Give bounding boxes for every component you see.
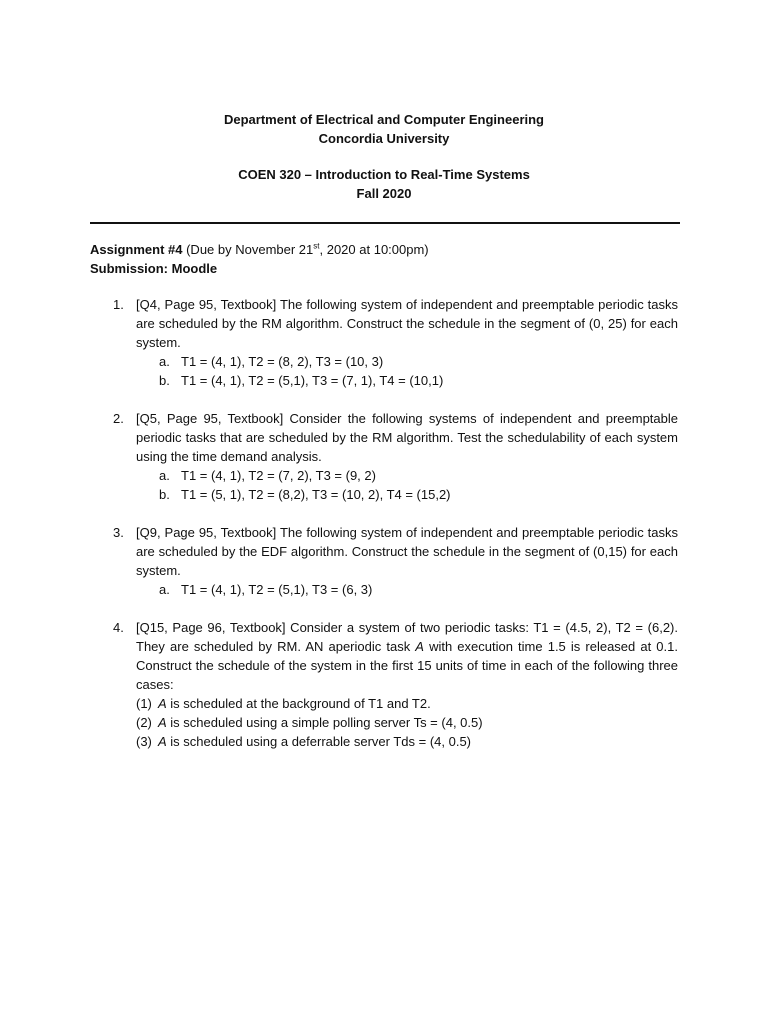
due-prefix: (Due by November 21 — [182, 242, 314, 257]
item-label: b. — [159, 487, 170, 502]
submission-line: Submission: Moodle — [90, 261, 218, 276]
question-number: 4. — [113, 620, 124, 635]
case-text: is scheduled using a simple polling server Ts = (4, 0.5) — [166, 715, 483, 730]
list-item — [136, 466, 678, 485]
case-label: (1) — [136, 696, 152, 711]
case-text: is scheduled using a deferrable server Tds = (4, 0.5) — [166, 734, 472, 749]
list-item — [136, 352, 678, 371]
item-text: T1 = (4, 1), T2 = (5,1), T3 = (6, 3) — [181, 582, 373, 597]
task-var: A — [158, 696, 167, 711]
assignment-line — [90, 240, 429, 259]
course-title: COEN 320 – Introduction to Real-Time Systems — [238, 167, 530, 182]
question-text — [136, 618, 678, 694]
item-label: a. — [159, 582, 170, 597]
task-var: A — [158, 734, 167, 749]
case-item — [136, 694, 678, 713]
list-item — [136, 485, 678, 504]
task-var: A — [158, 715, 167, 730]
case-label: (2) — [136, 715, 152, 730]
question-text: [Q9, Page 95, Textbook] The following system of independent and preemptable periodic tasks are scheduled by the EDF algorithm. Construct the schedule in the segment of (0,15) for each system. — [136, 525, 678, 578]
due-ordinal: st — [313, 241, 320, 251]
item-text: T1 = (5, 1), T2 = (8,2), T3 = (10, 2), T4 = (15,2) — [181, 487, 451, 502]
item-label: b. — [159, 373, 170, 388]
question-1 — [113, 295, 678, 390]
case-item — [136, 732, 678, 751]
case-text: is scheduled at the background of T1 and T2. — [166, 696, 431, 711]
question-text: [Q4, Page 95, Textbook] The following system of independent and preemptable periodic tasks are scheduled by the RM algorithm. Construct the schedule in the segment of (0, 25) for each system. — [136, 297, 678, 350]
question-3 — [113, 523, 678, 599]
item-text: T1 = (4, 1), T2 = (8, 2), T3 = (10, 3) — [181, 354, 384, 369]
item-text: T1 = (4, 1), T2 = (5,1), T3 = (7, 1), T4 = (10,1) — [181, 373, 444, 388]
question-number: 3. — [113, 525, 124, 540]
case-label: (3) — [136, 734, 152, 749]
list-item — [136, 580, 678, 599]
document-header — [0, 110, 768, 203]
case-item — [136, 713, 678, 732]
assignment-title: Assignment #4 — [90, 242, 183, 257]
department-name: Department of Electrical and Computer Engineering — [224, 112, 544, 127]
question-text-part: with execution time 1.5 is released at 0.1. Construct the schedule of the system in the first 15 units of time in each of the following three cases: — [136, 639, 678, 692]
item-text: T1 = (4, 1), T2 = (7, 2), T3 = (9, 2) — [181, 468, 376, 483]
item-label: a. — [159, 354, 170, 369]
term: Fall 2020 — [356, 186, 412, 201]
question-4 — [113, 618, 678, 751]
question-number: 2. — [113, 411, 124, 426]
aperiodic-task-var: A — [415, 639, 424, 654]
question-number: 1. — [113, 297, 124, 312]
list-item — [136, 371, 678, 390]
question-text: [Q5, Page 95, Textbook] Consider the following systems of independent and preemptable periodic tasks that are scheduled by the RM algorithm. Test the schedulability of each system using the time demand analysis. — [136, 411, 678, 464]
item-label: a. — [159, 468, 170, 483]
question-2 — [113, 409, 678, 504]
header-divider — [90, 222, 680, 224]
due-suffix: , 2020 at 10:00pm) — [319, 242, 429, 257]
university-name: Concordia University — [318, 131, 450, 146]
question-text-part: [Q15, Page 96, Textbook] Consider a system of two periodic tasks: T1 = (4.5, 2), T2 = (6,2). They are scheduled by RM. AN aperiodic task — [136, 620, 678, 654]
assignment-info — [90, 240, 429, 278]
